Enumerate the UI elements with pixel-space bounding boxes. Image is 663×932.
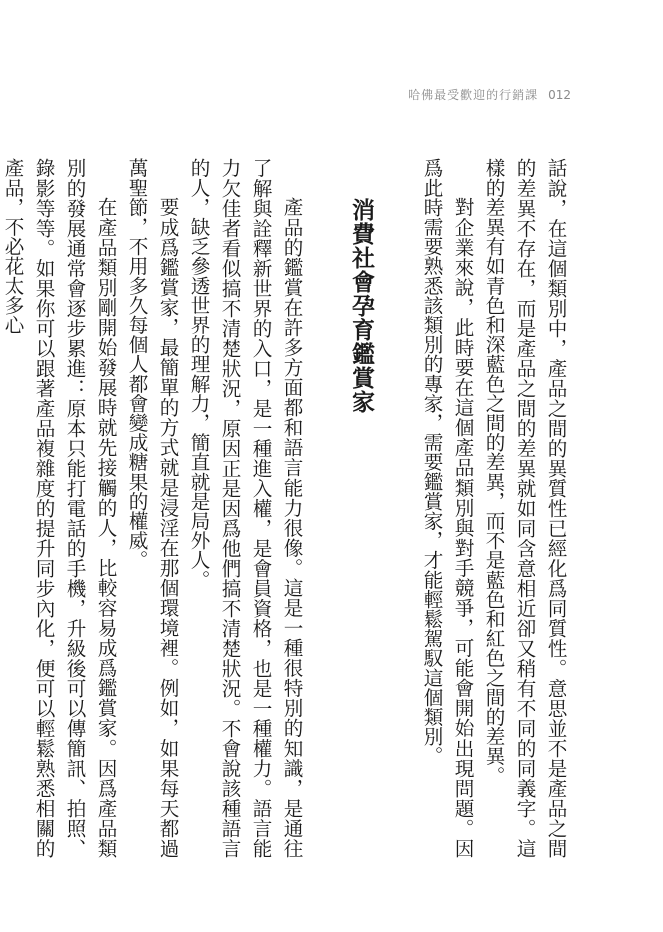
paragraph-3: 產品的鑑賞在許多方面都和語言能力很像。這是一種很特別的知識，是通往了解與詮釋新世界的入口，是一種進入權，是會員資格，也是一種權力。語言能力欠佳者看似搞不清楚狀況，原因正是因爲他們搞不清楚狀況。不會說該種語言的人，缺乏參透世界的理解力，簡直就是局外人。 [187,158,303,858]
paragraph-5: 在產品類別剛開始發展時就先接觸的人，比較容易成爲鑑賞家。因爲產品類別的發展通常會逐步累進：原本只能打電話的手機，升級後可以傳簡訊、拍照、錄影等等。如果你可以跟著產品複雜度的提升同步內化，便可以輕鬆熟悉相關的產品，不必花太多心 [1,158,117,858]
section-heading: 消費社會孕育鑑賞家 [348,198,374,414]
vertical-body-text [1,158,571,858]
paragraph-1: 話說，在這個類別中，產品之間的異質性已經化爲同質性。意思並不是產品之間的差異不存在，而是產品之間的差異就如同含意相近卻又稍有不同的同義字。這樣的差異有如青色和深藍色之間的差異，而不是藍色和紅色之間的差異。 [482,158,567,858]
book-title: 哈佛最受歡迎的行銷課 [408,88,539,102]
page-number: 012 [548,88,571,102]
running-header [408,86,571,103]
paragraph-4: 要成爲鑑賞家，最簡單的方式就是浸淫在那個環境裡。例如，如果每天都過萬聖節，不用多久每個人都會變成糖果的權威。 [125,158,179,858]
paragraph-2: 對企業來說，此時要在這個產品類別與對手競爭，可能會開始出現問題。因爲此時需要熟悉該類別的專家，需要鑑賞家，才能輕鬆駕馭這個類別。 [420,158,474,858]
